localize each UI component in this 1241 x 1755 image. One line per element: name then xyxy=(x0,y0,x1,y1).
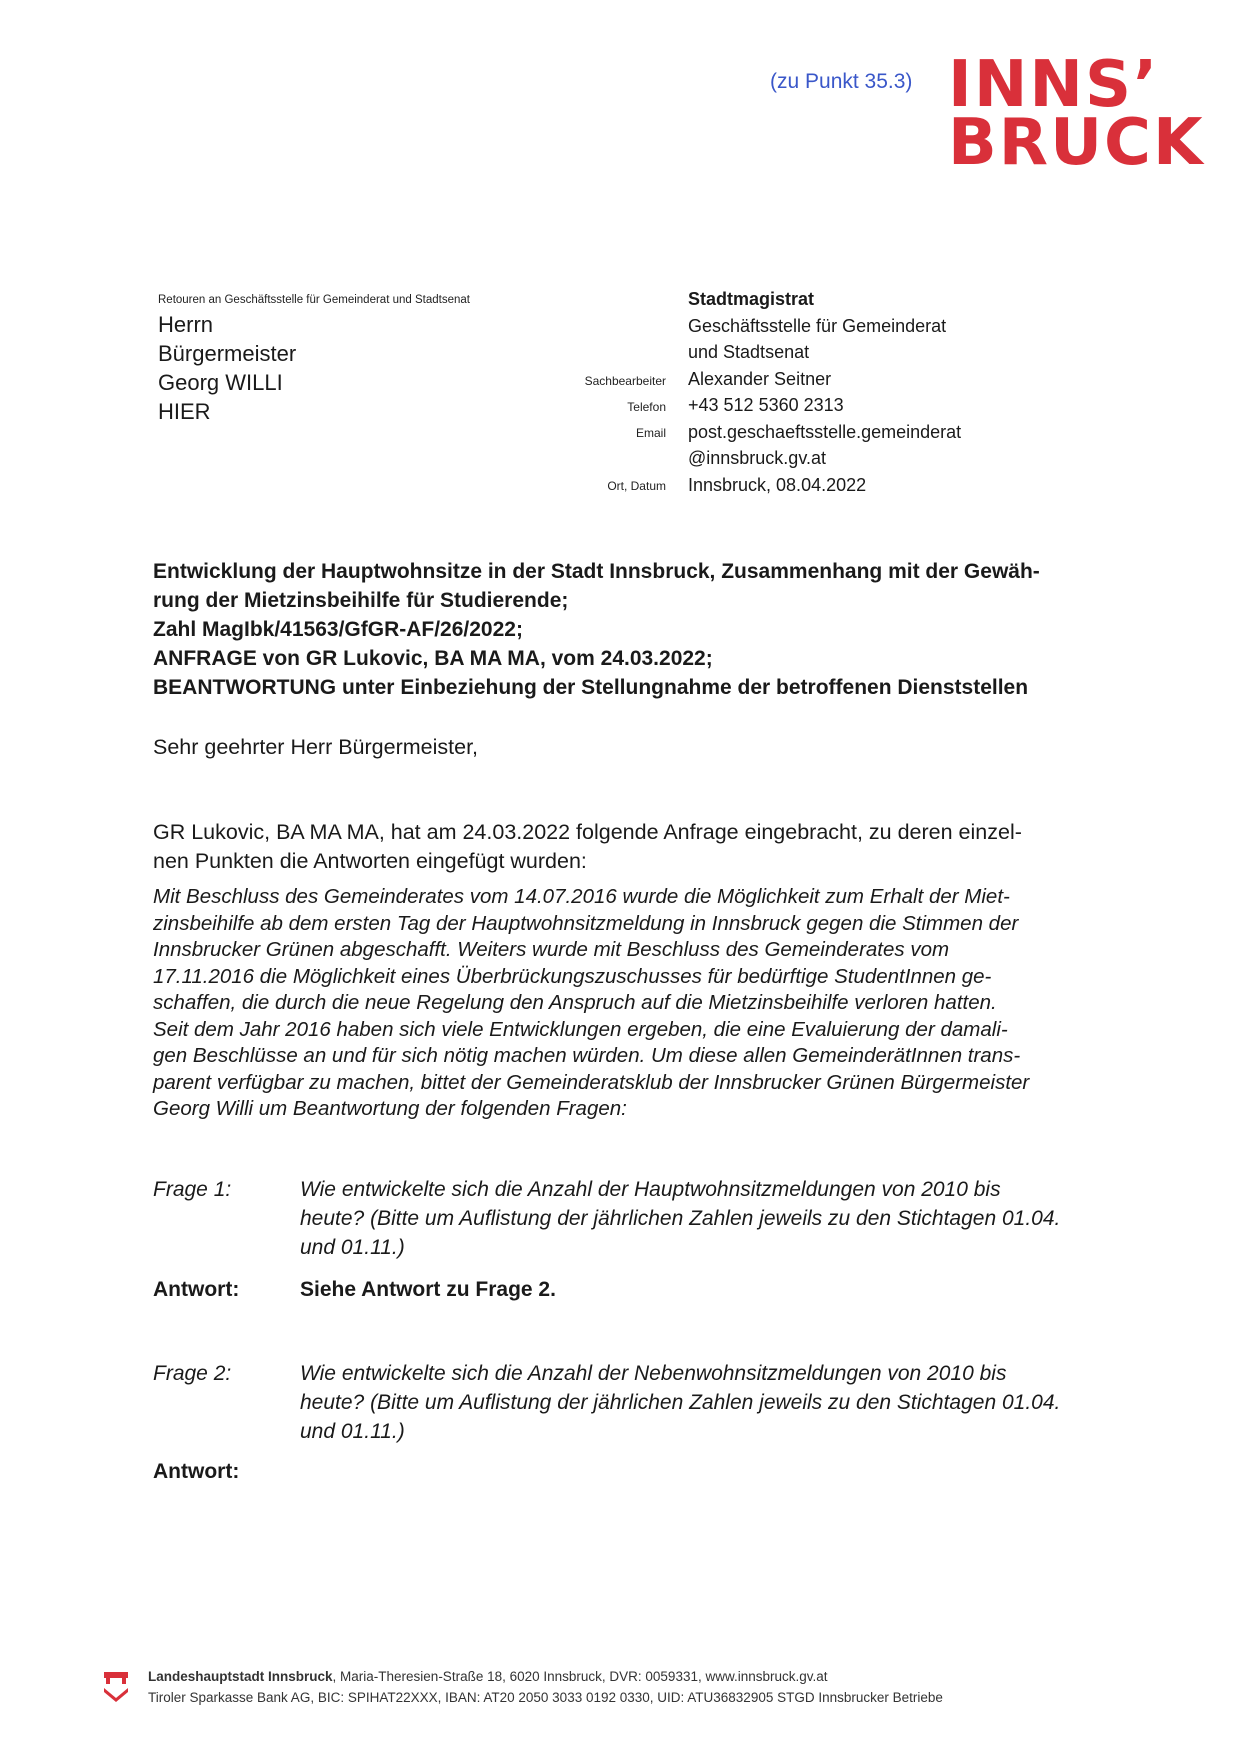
question-line: und 01.11.) xyxy=(300,1236,405,1259)
addressee-line: Bürgermeister xyxy=(158,341,297,366)
subject-line: ANFRAGE von GR Lukovic, BA MA MA, vom 24.03.2022; xyxy=(153,647,713,670)
addressee-block xyxy=(158,310,296,426)
intro-paragraph xyxy=(153,818,1128,876)
answer-1-label: Antwort: xyxy=(153,1278,240,1301)
answer-2-label: Antwort: xyxy=(153,1460,240,1483)
sender-dept: und Stadtsenat xyxy=(688,342,810,362)
quote-line: schaffen, die durch die neue Regelung den Anspruch auf die Mietzinsbeihilfe verloren hatten. xyxy=(153,991,997,1014)
inquiry-quote xyxy=(153,884,1138,1123)
sender-clerk: Alexander Seitner xyxy=(688,368,832,389)
addressee-line: HIER xyxy=(158,399,211,424)
return-address-line: Retouren an Geschäftsstelle für Gemeinderat und Stadtsenat xyxy=(158,294,470,306)
reference-note: (zu Punkt 35.3) xyxy=(770,70,913,93)
salutation: Sehr geehrter Herr Bürgermeister, xyxy=(153,735,479,759)
date-label: Ort, Datum xyxy=(607,479,666,493)
quote-line: 17.11.2016 die Möglichkeit eines Überbrückungszuschusses für bedürftige StudentInnen ge- xyxy=(153,964,992,988)
question-line: Wie entwickelte sich die Anzahl der Hauptwohnsitzmeldungen von 2010 bis xyxy=(300,1178,1001,1201)
question-2-label: Frage 2: xyxy=(153,1362,232,1385)
quote-line: Georg Willi um Beantwortung der folgenden Fragen: xyxy=(153,1097,627,1120)
subject-line: rung der Mietzinsbeihilfe für Studierende; xyxy=(153,589,569,612)
email-label: Email xyxy=(635,426,666,440)
sender-phone: +43 512 5360 2313 xyxy=(688,395,844,415)
quote-line: Innsbrucker Grünen abgeschafft. Weiters wurde mit Beschluss des Gemeinderates vom xyxy=(153,938,950,961)
quote-line: gen Beschlüsse an und für sich nötig machen würden. Um diese allen GemeinderätInnen trans- xyxy=(153,1044,1021,1067)
sender-dept: Geschäftsstelle für Gemeinderat xyxy=(688,315,947,336)
logo-line-2: BRUCK xyxy=(948,106,1205,180)
subject-block xyxy=(153,557,1133,702)
footer xyxy=(148,1666,943,1708)
sender-block xyxy=(688,286,961,498)
question-1-label: Frage 1: xyxy=(153,1178,232,1201)
sender-email[interactable]: post.geschaeftsstelle.gemeinderat xyxy=(688,421,962,442)
sender-email[interactable]: @innsbruck.gv.at xyxy=(688,448,826,468)
footer-line-2: Tiroler Sparkasse Bank AG, BIC: SPIHAT22XXX, IBAN: AT20 2050 3033 0192 0330, UID: ATU36832905 STGD Innsbrucker Betriebe xyxy=(148,1690,943,1705)
quote-line: parent verfügbar zu machen, bittet der Gemeinderatsklub der Innsbrucker Grünen Bürgermeister xyxy=(153,1070,1030,1094)
sender-title: Stadtmagistrat xyxy=(688,289,815,309)
clerk-label: Sachbearbeiter xyxy=(584,374,666,388)
footer-org: Landeshauptstadt Innsbruck xyxy=(148,1669,333,1684)
question-line: Wie entwickelte sich die Anzahl der Nebenwohnsitzmeldungen von 2010 bis xyxy=(300,1362,1007,1385)
innsbruck-logo xyxy=(948,48,1205,180)
question-line: heute? (Bitte um Auflistung der jährlichen Zahlen jeweils zu den Stichtagen 01.04. xyxy=(300,1391,1061,1414)
question-1-text xyxy=(300,1175,1140,1262)
question-line: heute? (Bitte um Auflistung der jährlichen Zahlen jeweils zu den Stichtagen 01.04. xyxy=(300,1207,1061,1230)
quote-line: Mit Beschluss des Gemeinderates vom 14.07.2016 wurde die Möglichkeit zum Erhalt der Miet- xyxy=(153,885,1010,908)
intro-line: nen Punkten die Antworten eingefügt wurden: xyxy=(153,849,587,873)
question-line: und 01.11.) xyxy=(300,1420,405,1443)
addressee-line: Herrn xyxy=(158,312,214,337)
question-2-text xyxy=(300,1359,1140,1446)
footer-line-1 xyxy=(148,1666,943,1687)
addressee-line: Georg WILLI xyxy=(158,370,283,395)
subject-line: Entwicklung der Hauptwohnsitze in der Stadt Innsbruck, Zusammenhang mit der Gewäh- xyxy=(153,560,1040,583)
sender-date: Innsbruck, 08.04.2022 xyxy=(688,474,867,495)
logo-line-1: INNS’ xyxy=(948,48,1160,122)
subject-line: BEANTWORTUNG unter Einbeziehung der Stellungnahme der betroffenen Dienststellen xyxy=(153,676,1029,699)
footer-address: , Maria-Theresien-Straße 18, 6020 Innsbruck, DVR: 0059331, www.innsbruck.gv.at xyxy=(332,1669,828,1684)
subject-line: Zahl MagIbk/41563/GfGR-AF/26/2022; xyxy=(153,618,523,641)
city-crest-icon xyxy=(102,1670,130,1704)
quote-line: zinsbeihilfe ab dem ersten Tag der Hauptwohnsitzmeldung in Innsbruck gegen die Stimmen der xyxy=(153,911,1019,935)
phone-label: Telefon xyxy=(627,400,666,414)
intro-line: GR Lukovic, BA MA MA, hat am 24.03.2022 folgende Anfrage eingebracht, zu deren einzel- xyxy=(153,820,1022,844)
quote-line: Seit dem Jahr 2016 haben sich viele Entwicklungen ergeben, die eine Evaluierung der damali- xyxy=(153,1017,1008,1041)
answer-1-text: Siehe Antwort zu Frage 2. xyxy=(300,1278,556,1301)
